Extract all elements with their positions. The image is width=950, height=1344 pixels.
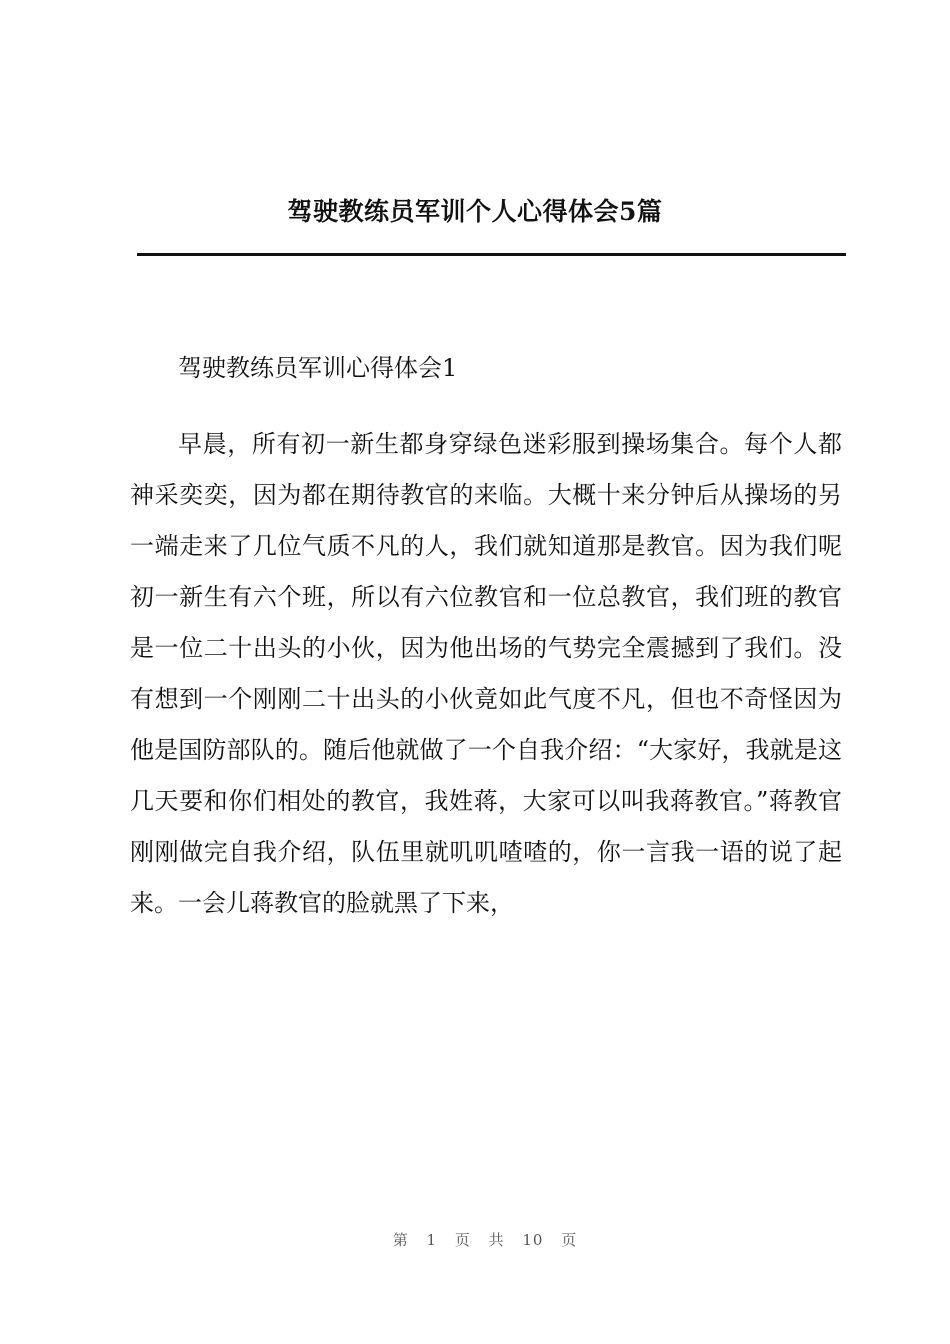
body-paragraph: 早晨，所有初一新生都身穿绿色迷彩服到操场集合。每个人都神采奕奕，因为都在期待教官的来临。大概十来分钟后从操场的另一端走来了几位气质不凡的人，我们就知道那是教官。因为我们呢初一新生有六个班，所以有六位教官和一位总教官，我们班的教官是一位二十出头的小伙，因为他出场的气势完全震撼到了我们。没有想到一个刚刚二十出头的小伙竟如此气度不凡，但也不奇怪因为他是国防部队的。随后他就做了一个自我介绍：“大家好，我就是这几天要和你们相处的教官，我姓蒋，大家可以叫我蒋教官。”蒋教官刚刚做完自我介绍，队伍里就叽叽喳喳的，你一言我一语的说了起来。一会儿蒋教官的脸就黑了下来， <box>130 430 842 917</box>
page-number-footer: 第 1 页 共 10 页 <box>392 1231 578 1249</box>
title-divider <box>137 253 846 256</box>
document-title: 驾驶教练员军训个人心得体会5篇 <box>287 197 663 226</box>
section-heading: 驾驶教练员军训心得体会1 <box>178 354 458 382</box>
document-body <box>130 343 842 929</box>
